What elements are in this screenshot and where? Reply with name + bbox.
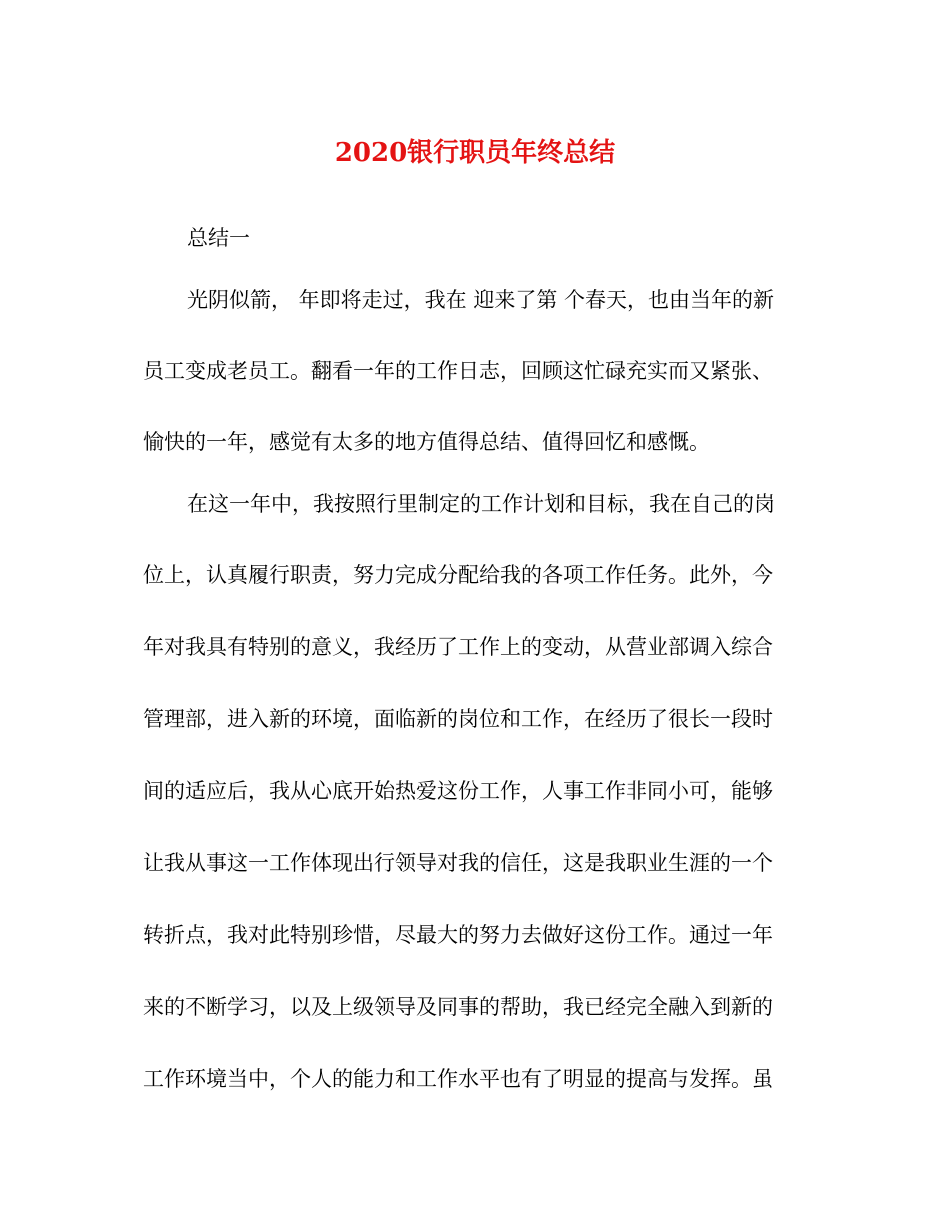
- paragraph-2-line-9: 工作环境当中，个人的能力和工作水平也有了明显的提高与发挥。虽: [143, 1067, 773, 1091]
- paragraph-2-line-4: 管理部，进入新的环境，面临新的岗位和工作，在经历了很长一段时: [143, 707, 773, 731]
- paragraph-1-line-3: 愉快的一年，感觉有太多的地方值得总结、值得回忆和感慨。: [143, 430, 710, 454]
- paragraph-2-line-8: 来的不断学习，以及上级领导及同事的帮助，我已经完全融入到新的: [143, 995, 773, 1019]
- paragraph-2-line-2: 位上，认真履行职责，努力完成分配给我的各项工作任务。此外，今: [143, 563, 773, 587]
- paragraph-1-line-1: 光阴似箭， 年即将走过，我在 迎来了第 个春天，也由当年的新: [187, 288, 775, 312]
- paragraph-2-line-5: 间的适应后，我从心底开始热爱这份工作，人事工作非同小可，能够: [143, 779, 773, 803]
- document-title: 2020银行职员年终总结: [334, 138, 616, 168]
- paragraph-2-line-1: 在这一年中，我按照行里制定的工作计划和目标，我在自己的岗: [187, 492, 775, 516]
- paragraph-2-line-6: 让我从事这一工作体现出行领导对我的信任，这是我职业生涯的一个: [143, 851, 773, 875]
- paragraph-2-line-3: 年对我具有特别的意义，我经历了工作上的变动，从营业部调入综合: [143, 635, 773, 659]
- paragraph-1-line-2: 员工变成老员工。翻看一年的工作日志，回顾这忙碌充实而又紧张、: [143, 359, 773, 383]
- paragraph-2-line-7: 转折点，我对此特别珍惜，尽最大的努力去做好这份工作。通过一年: [143, 923, 773, 947]
- section-heading: 总结一: [187, 226, 250, 250]
